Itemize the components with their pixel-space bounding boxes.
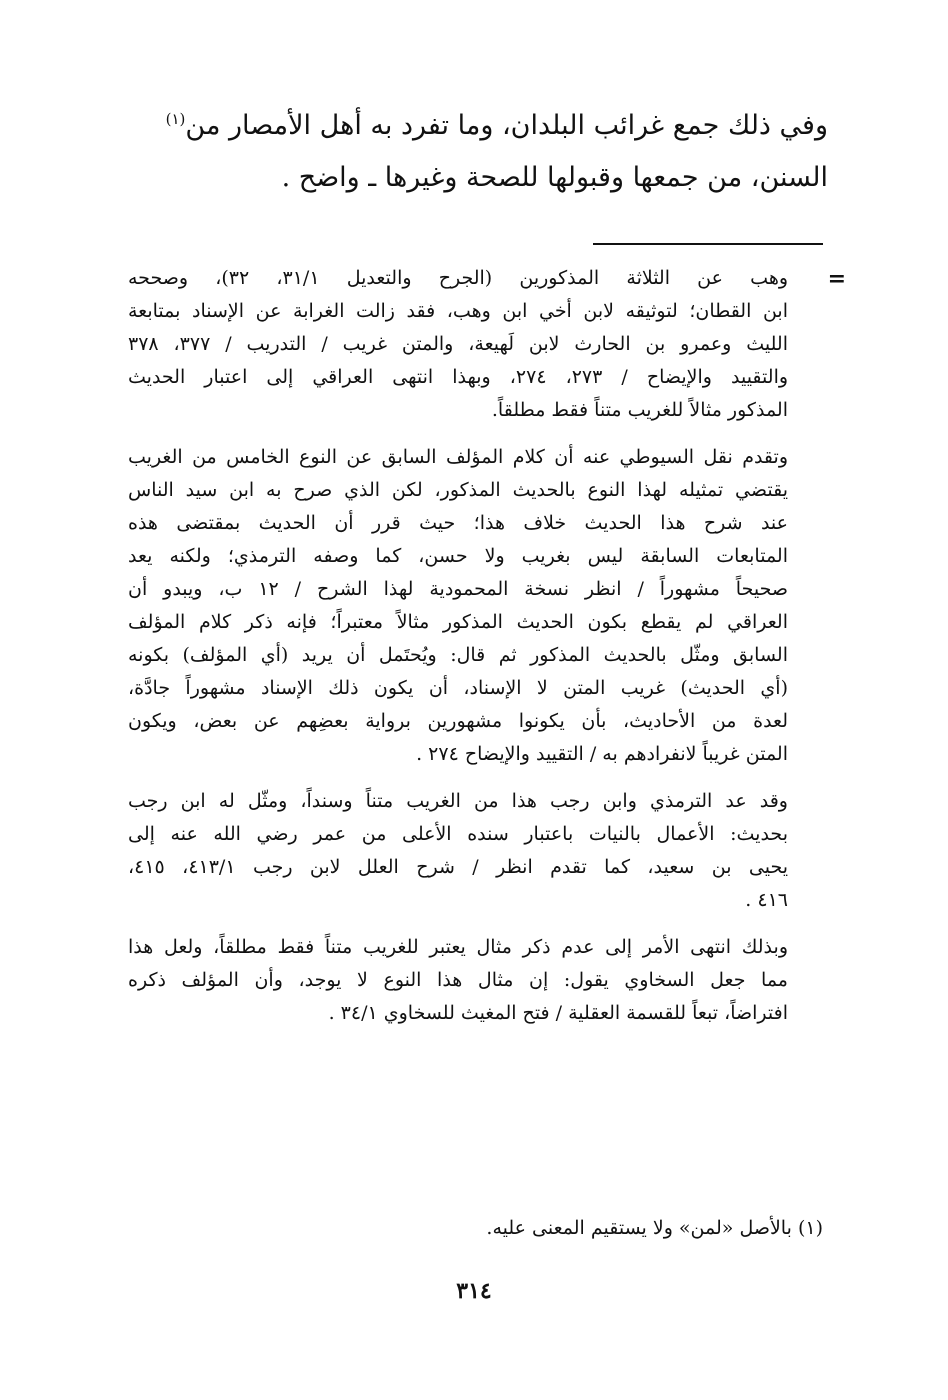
note-line: وتقدم نقل السيوطي عنه أن كلام المؤلف السابق عن النوع الخامس من الغريب: [128, 446, 788, 468]
note-line: والتقييد والإيضاح / ٢٧٣، ٢٧٤، وبهذا انتهى العراقي إلى اعتبار الحديث: [128, 366, 789, 388]
note-line: السابق ومثّل بالحديث المذكور ثم قال: ويُحتَمل أن يريد (أي المؤلف) بكونه: [128, 644, 788, 666]
note-line: يقتضي تمثيله لهذا النوع بالحديث المذكور، لكن الذي صرح به ابن سيد الناس: [128, 479, 788, 501]
note-line: صحيحاً مشهوراً / انظر نسخة المحمودية لهذا الشرح / ١٢ ب، ويبدو أن: [128, 578, 788, 600]
note-line: المتن غريباً لانفرادهم به / التقييد والإيضاح ٢٧٤ .: [416, 743, 788, 765]
note-paragraph-1: [128, 262, 788, 427]
note-line: يحيى بن سعيد، كما تقدم انظر / شرح العلل لابن رجب ٤١٣/١، ٤١٥،: [128, 856, 789, 878]
note-paragraph-4: [128, 931, 788, 1030]
note-line: وبذلك انتهى الأمر إلى عدم ذكر مثال يعتبر للغريب متناً فقط مطلقاً، ولعل هذا: [128, 936, 788, 958]
footnote-marker: (١): [797, 1217, 823, 1239]
note-line: لعدة من الأحاديث، بأن يكونوا مشهورين برواية بعضِهم عن بعض، ويكون: [128, 710, 788, 732]
note-line: ٤١٦ .: [745, 889, 788, 911]
note-paragraph-2: [128, 441, 788, 771]
notes-section: [128, 262, 788, 1044]
continuation-mark: =: [827, 266, 846, 292]
note-line: افتراضاً، تبعاً للقسمة العقلية / فتح المغيث للسخاوي ٣٤/١ .: [328, 1002, 788, 1024]
note-line: وهب عن الثلاثة المذكورين (الجرح والتعديل ٣١/١، ٣٢)، وصححه: [128, 267, 789, 289]
footnote-separator: [593, 243, 823, 245]
footnote-reference: (١): [165, 110, 186, 128]
main-text-line-1-text: وفي ذلك جمع غرائب البلدان، وما تفرد به أهل الأمصار من: [185, 110, 828, 141]
note-line: مما جعل السخاوي يقول: إن مثال هذا النوع لا يوجد، وأن المؤلف ذكره: [128, 969, 788, 991]
note-line: (أي الحديث) غريب المتن لا الإسناد، أن يكون ذلك الإسناد مشهوراً جادَّة،: [128, 677, 788, 699]
footnote-text: بالأصل «لمن» ولا يستقيم المعنى عليه.: [486, 1217, 792, 1239]
main-text: [96, 100, 828, 204]
main-text-line-2: السنن، من جمعها وقبولها للصحة وغيرها ـ واضح .: [281, 162, 828, 193]
note-paragraph-3: [128, 785, 788, 917]
note-line: بحديث: الأعمال بالنيات باعتبار سنده الأعلى من عمر رضي الله عنه إلى: [128, 823, 788, 845]
note-line: عند شرح هذا الحديث خلاف هذا؛ حيث قرر أن الحديث بمقتضى هذه: [128, 512, 788, 534]
note-line: المتابعات السابقة ليس بغريب ولا حسن، كما وصفه الترمذي؛ ولكنه يعد: [128, 545, 788, 567]
note-line: الليث وعمرو بن الحارث لابن لَهيعة، والمتن غريب / التدريب / ٣٧٧، ٣٧٨: [128, 333, 788, 355]
note-line: وقد عد الترمذي وابن رجب هذا من الغريب متناً وسنداً، ومثّل له ابن رجب: [128, 790, 788, 812]
note-line: المذكور مثالاً للغريب متناً فقط مطلقاً.: [491, 399, 788, 421]
main-text-line-1: [96, 100, 828, 152]
footnote: [128, 1212, 823, 1245]
page-number: ٣١٤: [456, 1278, 492, 1304]
note-line: العراقي لم يقطع بكون الحديث المذكور مثالاً معتبراً؛ فإنه ذكر كلام المؤلف: [128, 611, 788, 633]
note-line: ابن القطان؛ لتوثيقه لابن أخي ابن وهب، فقد زالت الغرابة عن الإسناد بمتابعة: [128, 300, 788, 322]
